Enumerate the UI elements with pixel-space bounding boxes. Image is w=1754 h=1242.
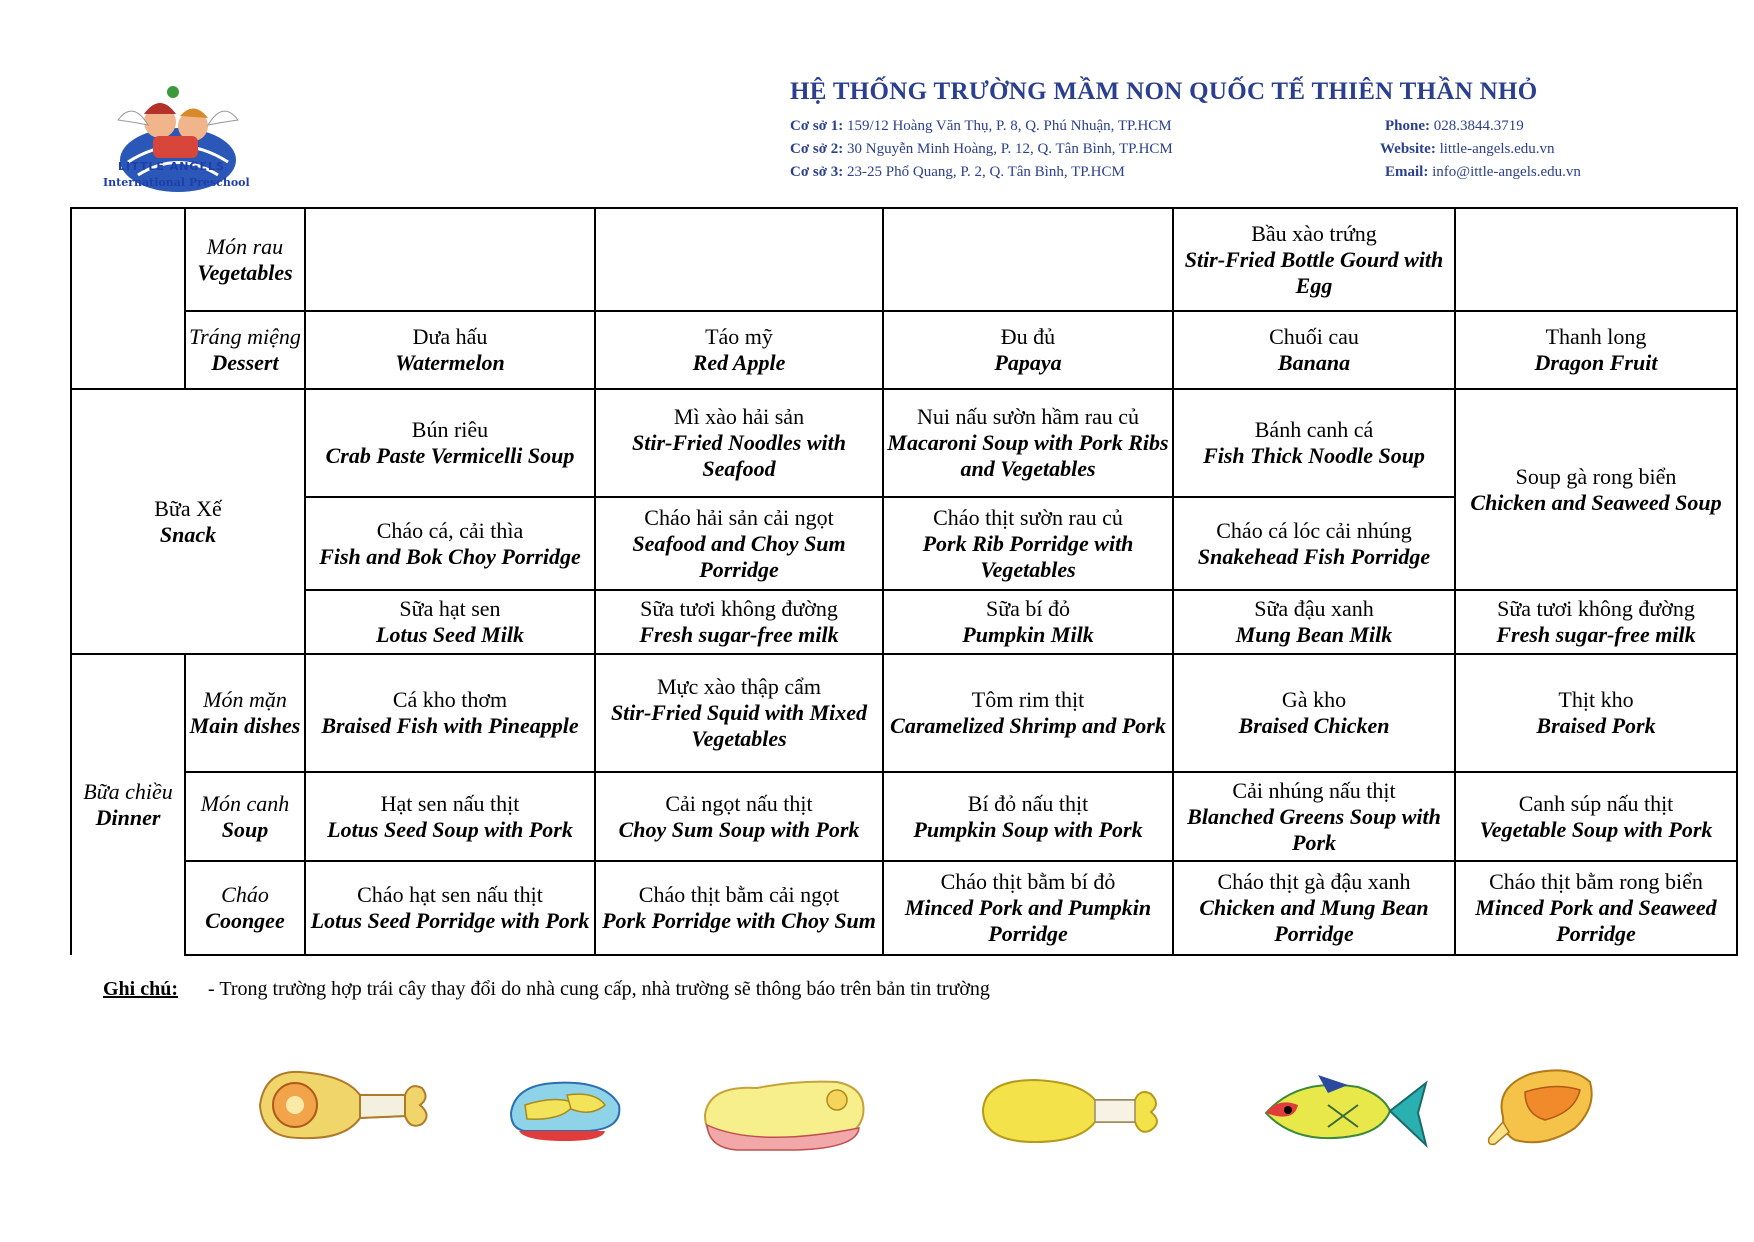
soup-day-4	[1173, 772, 1455, 861]
branch-1-address: 159/12 Hoàng Văn Thụ, P. 8, Q. Phú Nhuận, TP.HCM	[847, 118, 1172, 134]
dish-en: Snakehead Fish Porridge	[1197, 543, 1431, 569]
dish-en: Minced Pork and Seaweed Porridge	[1475, 895, 1717, 946]
branch-3-label: Cơ sở 3:	[790, 164, 844, 180]
milk-day-5	[1455, 590, 1737, 654]
meat-drawing	[697, 1070, 872, 1155]
dish-vi: Bí đỏ nấu thịt	[967, 790, 1089, 816]
soup-label	[185, 772, 305, 861]
vegetables-day-3	[883, 208, 1173, 311]
branch-3-address: 23-25 Phổ Quang, P. 2, Q. Tân Bình, TP.HCM	[847, 164, 1125, 180]
dessert-day-2	[595, 311, 883, 389]
dinner-main-row	[71, 654, 1737, 772]
main-day-5	[1455, 654, 1737, 772]
dish-vi: Dưa hấu	[412, 324, 488, 349]
soup-day-2	[595, 772, 883, 861]
snack2-day-3	[883, 497, 1173, 590]
dessert-label-en: Dessert	[211, 350, 279, 375]
dish-vi: Nui nấu sườn hầm rau củ	[916, 404, 1140, 429]
congee-day-2	[595, 861, 883, 955]
dish-vi: Bún riêu	[411, 417, 489, 442]
drumstick-drawing	[975, 1070, 1170, 1150]
dish-en: Red Apple	[692, 350, 786, 375]
dish-en: Minced Pork and Pumpkin Porridge	[904, 895, 1152, 946]
soup-label-en: Soup	[221, 816, 269, 842]
contact-phone	[1385, 118, 1524, 135]
snack-row-1	[71, 389, 1737, 497]
chicken-leg-drawing	[250, 1060, 440, 1150]
vegetables-day-2	[595, 208, 883, 311]
dinner-soup-row	[71, 772, 1737, 861]
fish-fillet-drawing	[505, 1075, 625, 1145]
congee-day-4	[1173, 861, 1455, 955]
snack1-day-2	[595, 389, 883, 497]
vegetables-label-vi: Món rau	[206, 233, 284, 259]
milk-day-2	[595, 590, 883, 654]
dish-vi: Thanh long	[1545, 324, 1647, 349]
snack-label-vi: Bữa Xế	[154, 495, 222, 521]
congee-label-vi: Cháo	[221, 882, 269, 907]
dish-vi: Bầu xào trứng	[1251, 220, 1377, 246]
congee-day-3	[883, 861, 1173, 955]
dinner-label-en: Dinner	[95, 805, 161, 830]
logo-text-little-angels: LITTLE ANGELS	[118, 160, 225, 173]
contact-website	[1380, 141, 1555, 158]
dish-vi: Gà kho	[1281, 687, 1347, 712]
dish-vi: Cháo thịt gà đậu xanh	[1217, 869, 1411, 894]
dessert-day-1	[305, 311, 595, 389]
main-day-4	[1173, 654, 1455, 772]
lunch-meal-cell	[71, 208, 185, 389]
vegetables-label	[185, 208, 305, 311]
phone-label: Phone:	[1385, 118, 1430, 134]
dish-en: Pork Rib Porridge with Vegetables	[922, 530, 1134, 582]
dish-vi: Canh súp nấu thịt	[1518, 790, 1674, 816]
soup-day-1	[305, 772, 595, 861]
dish-en: Pumpkin Soup with Pork	[913, 816, 1143, 842]
soup-label-vi: Món canh	[200, 790, 290, 816]
dish-en: Braised Pork	[1536, 713, 1656, 738]
branch-2-address: 30 Nguyễn Minh Hoàng, P. 12, Q. Tân Bình, TP.HCM	[847, 141, 1173, 157]
snack1-day-3	[883, 389, 1173, 497]
branch-1-label: Cơ sở 1:	[790, 118, 844, 134]
dish-en: Mung Bean Milk	[1235, 622, 1393, 647]
dish-vi: Cháo thịt bằm bí đỏ	[940, 869, 1116, 894]
footnote	[103, 978, 990, 1001]
dish-vi: Táo mỹ	[705, 324, 773, 349]
dessert-day-3	[883, 311, 1173, 389]
snack-milk-row	[71, 590, 1737, 654]
vegetables-label-en: Vegetables	[197, 259, 293, 285]
milk-day-3	[883, 590, 1173, 654]
note-label: Ghi chú:	[103, 978, 179, 1000]
dish-vi: Sữa hạt sen	[399, 596, 501, 621]
dish-vi: Mực xào thập cẩm	[656, 674, 822, 699]
dish-en: Stir-Fried Noodles with Seafood	[632, 430, 846, 481]
soup-day-5	[1455, 772, 1737, 861]
dish-vi: Cháo cá lóc cải nhúng	[1216, 517, 1412, 543]
dish-en: Lotus Seed Milk	[376, 622, 524, 647]
soup-day-3	[883, 772, 1173, 861]
dish-en: Chicken and Mung Bean Porridge	[1199, 895, 1429, 946]
dish-vi: Thịt kho	[1558, 687, 1634, 712]
congee-day-1	[305, 861, 595, 955]
dish-en: Braised Chicken	[1238, 713, 1390, 738]
phone-value: 028.3844.3719	[1433, 118, 1524, 134]
snack2-day-1	[305, 497, 595, 590]
dinner-label-vi: Bữa chiều	[83, 779, 173, 804]
dish-vi: Cháo hải sản cải ngọt	[644, 504, 834, 530]
snack1-day-5	[1455, 389, 1737, 590]
dish-vi: Chuối cau	[1269, 324, 1359, 349]
dish-vi: Cháo cá, cải thìa	[376, 517, 524, 543]
branch-3	[790, 164, 1125, 181]
snack2-day-2	[595, 497, 883, 590]
dish-en: Fish and Bok Choy Porridge	[319, 543, 581, 569]
vegetables-day-4	[1173, 208, 1455, 311]
dish-vi: Đu đủ	[1000, 324, 1056, 349]
dish-en: Chicken and Seaweed Soup	[1470, 489, 1722, 515]
dish-vi: Hạt sen nấu thịt	[380, 790, 520, 816]
main-day-2	[595, 654, 883, 772]
website-label: Website:	[1380, 141, 1436, 157]
snack2-day-4	[1173, 497, 1455, 590]
snack-label-en: Snack	[159, 521, 217, 547]
dish-vi: Cháo hạt sen nấu thịt	[357, 882, 543, 907]
dish-en: Choy Sum Soup with Pork	[618, 816, 860, 842]
main-label-vi: Món mặn	[203, 687, 287, 712]
dish-en: Seafood and Choy Sum Porridge	[632, 530, 846, 582]
dish-vi: Cá kho thơm	[392, 687, 508, 712]
dish-en: Stir-Fried Squid with Mixed Vegetables	[610, 700, 868, 751]
email-label: Email:	[1385, 164, 1429, 180]
dish-en: Stir-Fried Bottle Gourd with Egg	[1184, 246, 1444, 298]
main-label-en: Main dishes	[189, 713, 301, 738]
congee-day-5	[1455, 861, 1737, 955]
dish-en: Watermelon	[395, 350, 505, 375]
dish-vi: Cháo thịt bằm cải ngọt	[638, 882, 840, 907]
fish-drawing	[1258, 1065, 1433, 1155]
website-link[interactable]: little-angels.edu.vn	[1439, 141, 1555, 157]
dinner-label	[71, 654, 185, 955]
dish-vi: Sữa đậu xanh	[1254, 596, 1374, 621]
dish-en: Blanched Greens Soup with Pork	[1187, 803, 1441, 855]
dish-vi: Cải nhúng nấu thịt	[1232, 777, 1396, 803]
branch-2-label: Cơ sở 2:	[790, 141, 844, 157]
roast-chicken-drawing	[1485, 1062, 1600, 1157]
congee-label	[185, 861, 305, 955]
vegetables-day-5	[1455, 208, 1737, 311]
logo-text-international: International Preschool	[103, 176, 250, 189]
main-day-1	[305, 654, 595, 772]
dish-vi: Sữa bí đỏ	[985, 596, 1071, 621]
branch-2	[790, 141, 1173, 158]
contact-email	[1385, 164, 1581, 181]
dish-en: Braised Fish with Pineapple	[321, 713, 579, 738]
congee-label-en: Coongee	[205, 908, 285, 933]
snack1-day-4	[1173, 389, 1455, 497]
dish-vi: Tôm rim thịt	[971, 687, 1085, 712]
dish-en: Pumpkin Milk	[962, 622, 1094, 647]
dish-vi: Mì xào hải sản	[673, 404, 805, 429]
dessert-day-5	[1455, 311, 1737, 389]
dish-vi: Sữa tươi không đường	[1497, 596, 1695, 621]
dish-en: Fish Thick Noodle Soup	[1203, 443, 1425, 468]
dish-vi: Cải ngọt nấu thịt	[665, 790, 813, 816]
dish-vi: Soup gà rong biển	[1515, 463, 1677, 489]
snack1-day-1	[305, 389, 595, 497]
snack-label	[71, 389, 305, 654]
email-link[interactable]: info@ittle-angels.edu.vn	[1432, 164, 1581, 180]
dessert-label-vi: Tráng miệng	[189, 324, 301, 349]
milk-day-4	[1173, 590, 1455, 654]
dish-en: Pork Porridge with Choy Sum	[602, 908, 876, 933]
dish-en: Dragon Fruit	[1534, 350, 1658, 375]
dish-vi: Bánh canh cá	[1254, 417, 1374, 442]
page-title: HỆ THỐNG TRƯỜNG MẦM NON QUỐC TẾ THIÊN THẦN NHỎ	[790, 78, 1538, 105]
dish-vi: Cháo thịt sườn rau củ	[933, 504, 1123, 530]
note-text: - Trong trường hợp trái cây thay đổi do nhà cung cấp, nhà trường sẽ thông báo trên bản tin trường	[208, 978, 990, 1000]
main-day-3	[883, 654, 1173, 772]
vegetables-row	[71, 208, 1737, 311]
dish-en: Banana	[1277, 350, 1351, 375]
dinner-congee-row	[71, 861, 1737, 955]
milk-day-1	[305, 590, 595, 654]
dish-en: Fresh sugar-free milk	[639, 622, 839, 647]
dish-en: Vegetable Soup with Pork	[1479, 816, 1713, 842]
dessert-day-4	[1173, 311, 1455, 389]
main-label	[185, 654, 305, 772]
branch-1	[790, 118, 1172, 135]
dish-vi: Cháo thịt bằm rong biển	[1489, 869, 1703, 894]
dish-en: Crab Paste Vermicelli Soup	[325, 443, 575, 468]
dish-en: Macaroni Soup with Pork Ribs and Vegetables	[887, 430, 1169, 481]
dish-en: Fresh sugar-free milk	[1496, 622, 1696, 647]
dish-en: Lotus Seed Soup with Pork	[327, 816, 573, 842]
dessert-label	[185, 311, 305, 389]
dessert-row	[71, 311, 1737, 389]
dish-vi: Sữa tươi không đường	[640, 596, 838, 621]
menu-table	[70, 207, 1738, 956]
dish-en: Lotus Seed Porridge with Pork	[310, 908, 590, 933]
dish-en: Papaya	[994, 350, 1062, 375]
vegetables-day-1	[305, 208, 595, 311]
dish-en: Caramelized Shrimp and Pork	[890, 713, 1166, 738]
